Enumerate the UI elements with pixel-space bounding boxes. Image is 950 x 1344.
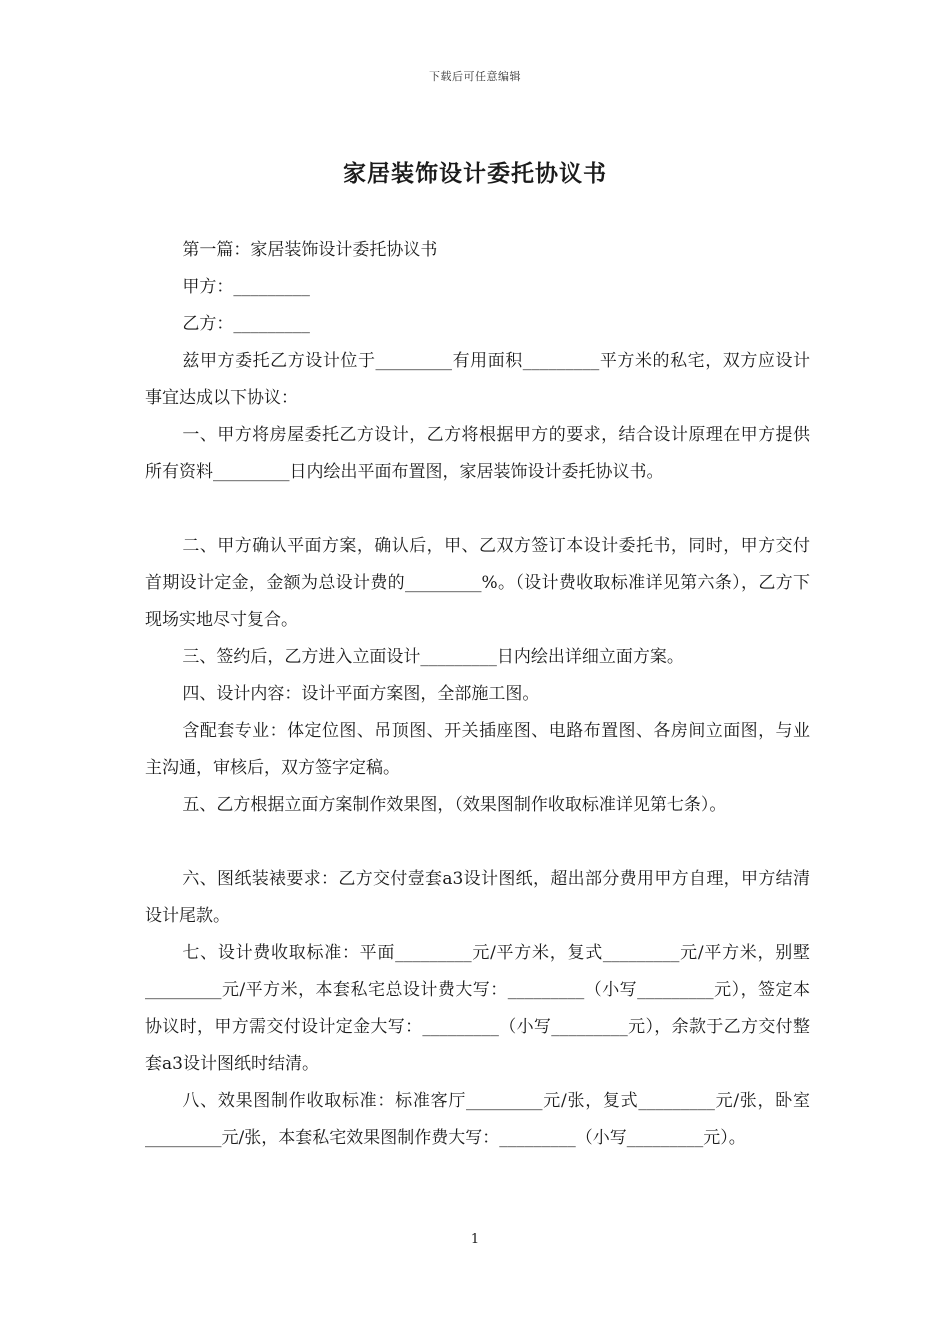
party-b-line: 乙方：_________	[182, 314, 310, 334]
paragraph-gap	[145, 491, 810, 528]
section-heading: 第一篇：家居装饰设计委托协议书	[182, 240, 438, 260]
clause-4-detail: 含配套专业：体定位图、吊顶图、开关插座图、电路布置图、各房间立面图，与业主沟通，审核后，双方签字定稿。	[145, 721, 810, 778]
clause-7: 七、设计费收取标准：平面_________元/平方米，复式_________元/平方米，别墅_________元/平方米，本套私宅总设计费大写：_________（小写_________元），签定本协议时，甲方需交付设计定金大写：_________（小写_________元），余款于乙方交付整套a3设计图纸时结清。	[145, 943, 810, 1074]
document-body	[145, 232, 810, 1157]
paragraph-gap	[145, 824, 810, 861]
clause-2: 二、甲方确认平面方案，确认后，甲、乙双方签订本设计委托书，同时，甲方交付首期设计定金，金额为总设计费的_________%。（设计费收取标准详见第六条），乙方下现场实地尽寸复合。	[145, 536, 810, 630]
page-header-note: 下载后可任意编辑	[429, 70, 521, 83]
clause-6: 六、图纸装裱要求：乙方交付壹套a3设计图纸，超出部分费用甲方自理，甲方结清设计尾款。	[145, 869, 810, 926]
clause-3: 三、签约后，乙方进入立面设计_________日内绘出详细立面方案。	[182, 647, 684, 667]
page-number: 1	[470, 1232, 480, 1247]
clause-5: 五、乙方根据立面方案制作效果图，（效果图制作收取标准详见第七条）。	[182, 795, 727, 815]
preamble-paragraph: 兹甲方委托乙方设计位于_________有用面积_________平方米的私宅，双方应设计事宜达成以下协议：	[145, 351, 810, 408]
document-title: 家居装饰设计委托协议书	[343, 160, 607, 187]
clause-1: 一、甲方将房屋委托乙方设计，乙方将根据甲方的要求，结合设计原理在甲方提供所有资料_________日内绘出平面布置图，家居装饰设计委托协议书。	[145, 425, 810, 482]
clause-4: 四、设计内容：设计平面方案图，全部施工图。	[182, 684, 540, 704]
party-a-line: 甲方：_________	[182, 277, 310, 297]
clause-8: 八、效果图制作收取标准：标准客厅_________元/张，复式_________元/张，卧室_________元/张，本套私宅效果图制作费大写：_________（小写_________元）。	[145, 1091, 810, 1148]
